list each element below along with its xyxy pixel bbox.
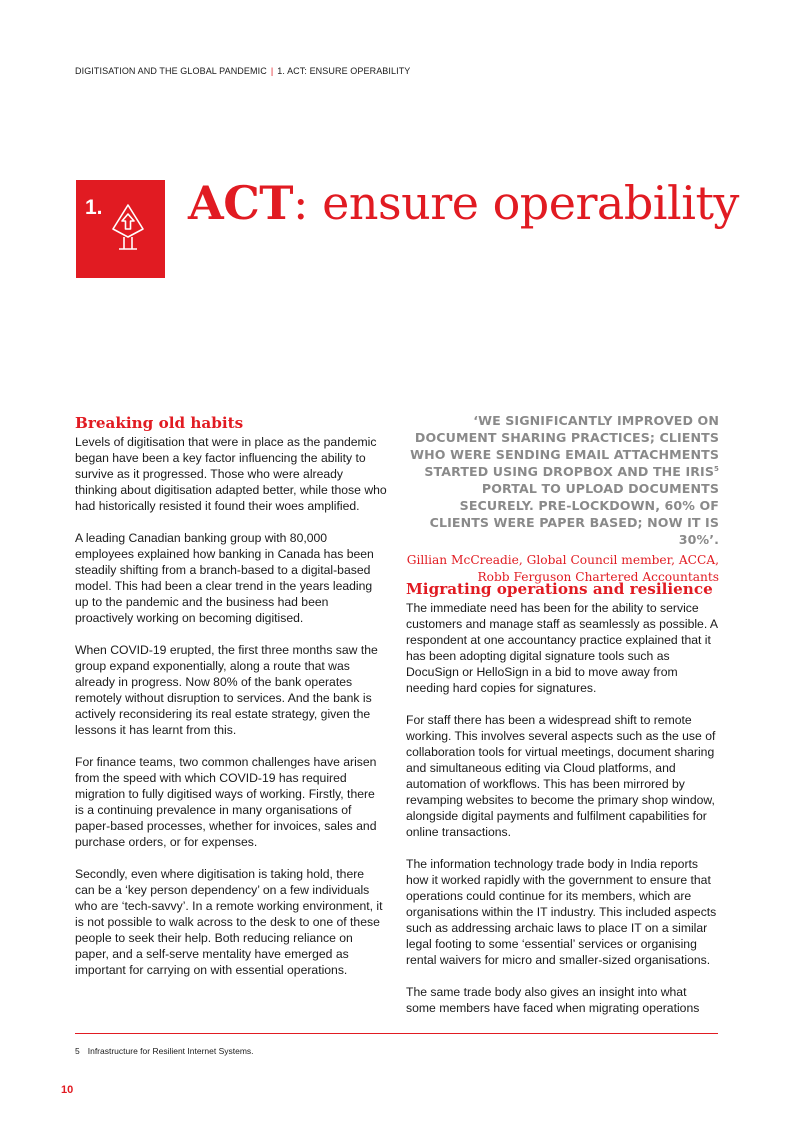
quote-text	[404, 412, 719, 548]
header-separator: |	[270, 66, 274, 76]
attribution-line: Gillian McCreadie, Global Council member, ACCA,	[406, 553, 719, 567]
footnote-ref: 5	[714, 464, 719, 473]
paragraph: For staff there has been a widespread shift to remote working. This involves several aspects such as the use of collaboration tools for virtual meetings, document sharing and simultaneous editing via Cloud platforms, and automation of workflows. This has been mirrored by revamping websites to become the primary shop window, alongside digital payments and fulfilment capabilities for online transactions.	[406, 713, 716, 839]
section-heading: Migrating operations and resilience	[406, 580, 713, 598]
paragraph: When COVID-19 erupted, the first three months saw the group expand exponentially, along a route that was already in progress. Now 80% of the bank operates remotely without disruption to services. And the bank is actively reconsidering its real estate strategy, given the lessons it has learnt from this.	[75, 643, 378, 737]
left-column	[75, 413, 387, 994]
paragraph: The immediate need has been for the ability to service customers and manage staff as seamlessly as possible. A respondent at one accountancy practice explained that it has been adopting digital signature tools such as DocuSign or HelloSign in a bid to move away from needing hard copies for signatures.	[406, 601, 718, 695]
paragraph: A leading Canadian banking group with 80,000 employees explained how banking in Canada has been steadily shifting from a branch-based to a digital-based model. This had been a clear trend in the years leading up to the pandemic and the business had been proactively working on becoming digitised.	[75, 531, 374, 625]
chapter-badge	[76, 180, 165, 278]
footnote-divider	[75, 1033, 718, 1034]
quote-text-part: PORTAL TO UPLOAD DOCUMENTS SECURELY. PRE-LOCKDOWN, 60% OF CLIENTS WERE PAPER BASED; NOW IT IS 30%’.	[429, 481, 719, 547]
title-rest: : ensure operability	[293, 176, 739, 230]
quote-text-part: ‘WE SIGNIFICANTLY IMPROVED ON DOCUMENT SHARING PRACTICES; CLIENTS WHO WERE SENDING EMAIL ATTACHMENTS STARTED USING DROPBOX AND THE IRIS	[410, 413, 719, 479]
running-header	[75, 66, 410, 76]
footnote-number: 5	[75, 1046, 80, 1056]
header-section: DIGITISATION AND THE GLOBAL PANDEMIC	[75, 66, 267, 76]
footnote-text: Infrastructure for Resilient Internet Systems.	[87, 1046, 254, 1056]
paragraph: Levels of digitisation that were in place as the pandemic began have been a key factor influencing the ability to survive as it progressed. Those who were already thinking about digitisation adapted better, while those who had historically resisted it found their woes amplified.	[75, 435, 387, 513]
paragraph: For finance teams, two common challenges have arisen from the speed with which COVID-19 has required migration to fully digitised ways of working. Firstly, there is a continuing prevalence in many organisations of paper-based processes, whether for invoices, sales and purchase orders, or for expenses.	[75, 755, 377, 849]
chapter-number: 1.	[85, 196, 103, 219]
page-number: 10	[61, 1084, 74, 1096]
header-chapter: 1. ACT: ENSURE OPERABILITY	[277, 66, 411, 76]
paragraph: The information technology trade body in India reports how it worked rapidly with the government to ensure that operations could continue for its members, which are organisations within the IT industry. This included aspects such as addressing archaic laws to place IT on a similar legal footing to some ‘essential’ services or organising rental waivers for micro and smaller-sized organisations.	[406, 857, 717, 967]
section-heading: Breaking old habits	[75, 414, 244, 432]
pull-quote	[404, 412, 719, 586]
right-column	[406, 579, 718, 1032]
footnote	[75, 1046, 254, 1056]
attribution-line: Robb Ferguson Chartered Accountants	[477, 570, 719, 584]
page-title	[188, 176, 739, 230]
paragraph: Secondly, even where digitisation is taking hold, there can be a ‘key person dependency’ on a few individuals who are ‘tech-savvy’. In a remote working environment, it is not possible to walk across to the desk to one of these people to seek their help. Both reducing reliance on paper, and a self-serve mentality have emerged as important for carrying on with essential operations.	[75, 867, 383, 977]
paragraph: The same trade body also gives an insight into what some members have faced when migrating operations	[406, 985, 700, 1015]
warning-road-sign-icon	[110, 202, 146, 252]
title-strong: ACT	[188, 176, 294, 230]
